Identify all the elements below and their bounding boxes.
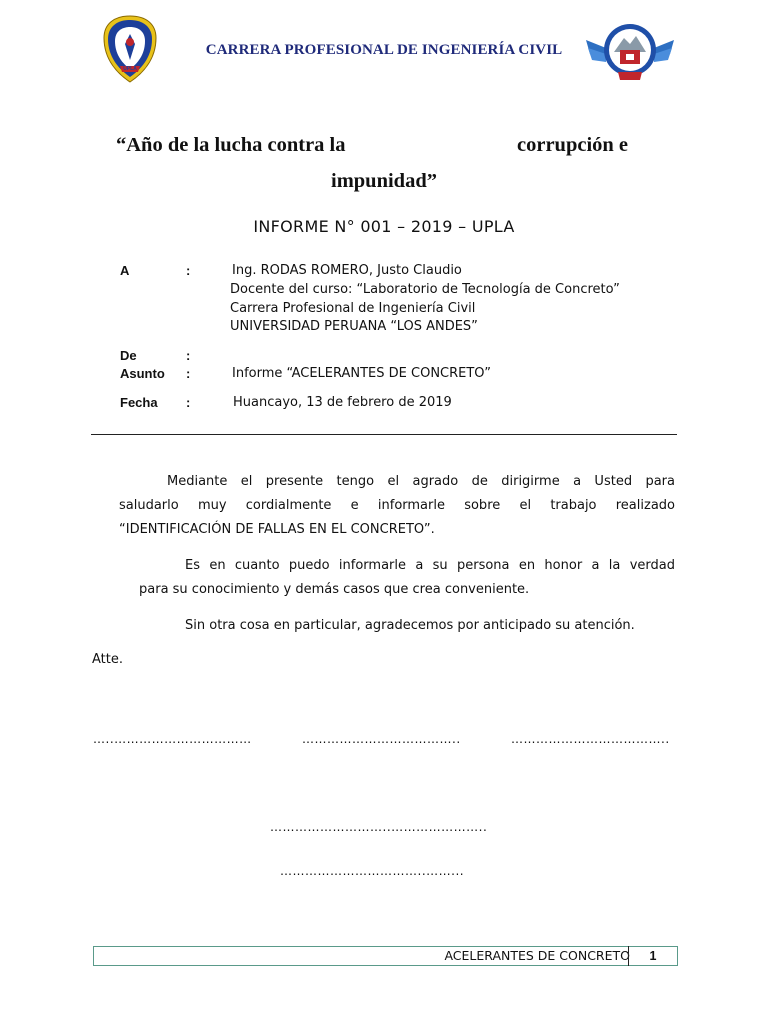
paragraph-3: Sin otra cosa en particular, agradecemos por anticipado su atención.	[185, 618, 635, 633]
from-label: De	[120, 348, 137, 363]
motto-part-1: “Año de la lucha contra la	[116, 134, 346, 156]
paragraph-1-line-3: “IDENTIFICACIÓN DE FALLAS EN EL CONCRETO”.	[119, 522, 435, 537]
page-number: 1	[649, 949, 657, 963]
from-colon: :	[186, 348, 191, 363]
closing-text: Atte.	[92, 652, 123, 667]
motto-part-2: corrupción e	[517, 134, 629, 156]
upla-seal-caption: UPLA	[123, 66, 137, 72]
signature-line-1: …..……………………………	[93, 732, 252, 746]
footer-separator	[628, 946, 629, 966]
separator-rule	[91, 434, 677, 435]
to-line-4: UNIVERSIDAD PERUANA “LOS ANDES”	[230, 319, 478, 334]
date-label: Fecha	[120, 395, 158, 410]
signature-line-3: ………………………………..	[511, 732, 670, 746]
paragraph-2-line-2: para su conocimiento y demás casos que crea conveniente.	[139, 582, 530, 597]
to-line-2: Docente del curso: “Laboratorio de Tecnología de Concreto”	[230, 282, 620, 297]
to-line-1: Ing. RODAS ROMERO, Justo Claudio	[232, 263, 462, 278]
report-number: INFORME N° 001 – 2019 – UPLA	[253, 217, 515, 236]
motto-part-3: impunidad”	[331, 170, 437, 192]
footer-title: ACELERANTES DE CONCRETO	[444, 948, 630, 963]
signature-line-2: ………………………………..	[302, 732, 461, 746]
civil-engineering-crest-logo	[584, 14, 676, 90]
date-colon: :	[186, 395, 191, 410]
subject-value: Informe “ACELERANTES DE CONCRETO”	[232, 366, 492, 381]
faculty-title: CARRERA PROFESIONAL DE INGENIERÍA CIVIL	[205, 42, 563, 58]
paragraph-1-line-1: Mediante el presente tengo el agrado de dirigirme a Usted para	[167, 474, 675, 489]
signature-line-5: ……………………………..……...	[280, 864, 465, 878]
paragraph-2-line-1: Es en cuanto puedo informarle a su persona en honor a la verdad	[185, 558, 675, 573]
subject-colon: :	[186, 366, 191, 381]
subject-label: Asunto	[120, 366, 165, 381]
page-footer	[93, 946, 678, 966]
to-label: A	[120, 263, 130, 278]
paragraph-1-line-2: saludarlo muy cordialmente e informarle sobre el trabajo realizado	[119, 498, 675, 513]
to-line-3: Carrera Profesional de Ingeniería Civil	[230, 301, 476, 316]
signature-line-4: ………………………..…………………..	[270, 820, 488, 834]
to-colon: :	[186, 263, 191, 278]
date-value: Huancayo, 13 de febrero de 2019	[233, 395, 452, 410]
